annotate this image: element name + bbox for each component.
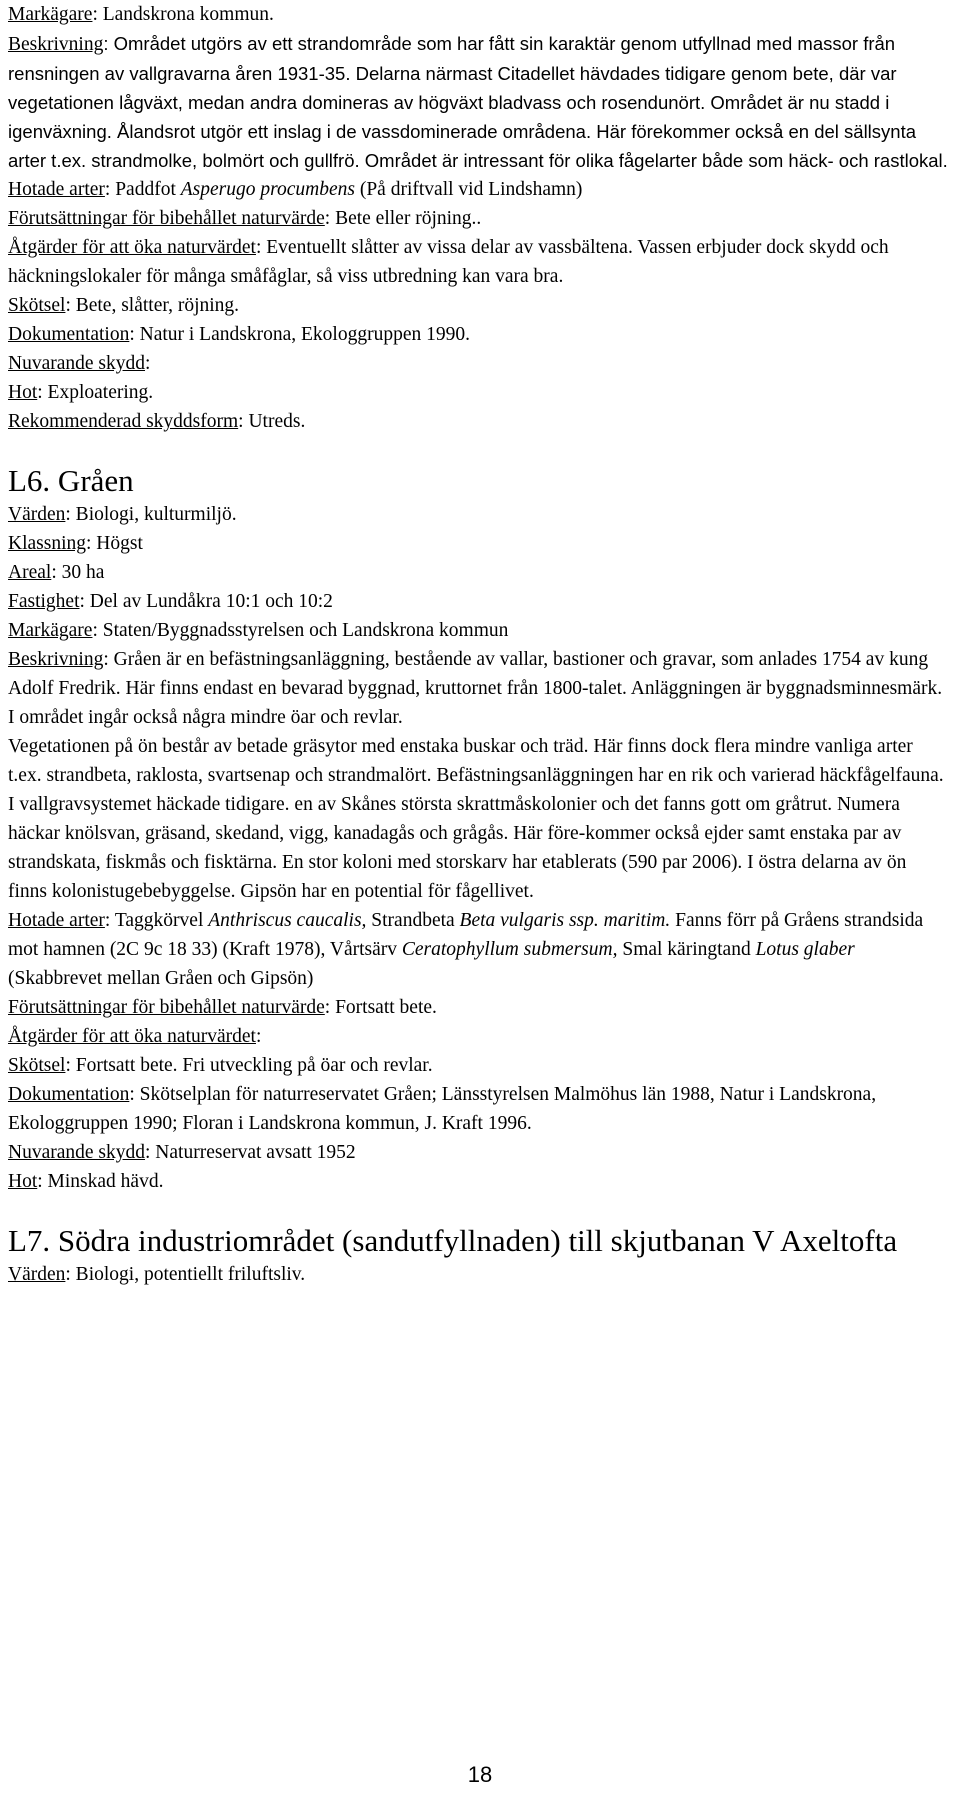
species-name: Anthriscus caucalis, [208, 910, 367, 931]
field-label: Rekommenderad skyddsform [8, 411, 239, 432]
field-label: Hotade arter [8, 179, 105, 200]
field-label: Värden [8, 1264, 66, 1285]
l5-markagare: Markägare: Landskrona kommun. [8, 4, 274, 25]
l6-klassning: Klassning: Högst [8, 533, 143, 554]
l5-skyddsform: Rekommenderad skyddsform: Utreds. [8, 411, 306, 432]
field-label: Hot [8, 382, 38, 403]
field-label: Skötsel [8, 295, 66, 316]
field-label: Dokumentation [8, 324, 130, 345]
l6-fastighet: Fastighet: Del av Lundåkra 10:1 och 10:2 [8, 591, 333, 612]
field-label: Areal [8, 562, 52, 583]
l6-areal: Areal: 30 ha [8, 562, 105, 583]
section-heading-l7: L7. Södra industriområdet (sandutfyllnaden) till skjutbanan V Axeltofta [8, 1223, 898, 1258]
species-name: Lotus glaber [755, 939, 855, 960]
l6-markagare: Markägare: Staten/Byggnadsstyrelsen och Landskrona kommun [8, 620, 509, 641]
field-label: Förutsättningar för bibehållet naturvärde [8, 997, 325, 1018]
field-label: Markägare [8, 620, 93, 641]
field-label: Skötsel [8, 1055, 66, 1076]
l6-atgarder: Åtgärder för att öka naturvärdet: [8, 1026, 262, 1047]
l6-beskrivning: Beskrivning: Gråen är en befästningsanläggning, bestående av vallar, bastioner och gravar, som anlades 1754 av kung Adolf Fredrik. Här finns endast en bevarad byggnad, kruttornet från 1800-talet. Anläggningen är byggnadsminnesmärk. I området ingår också några mindre öar och revlar. [8, 649, 943, 728]
l5-atgarder: Åtgärder för att öka naturvärdet: Eventuellt slåtter av vissa delar av vassbältena. Vassen erbjuder dock skydd och häckningslokaler för många småfåglar, så viss utbredning kan vara bra. [8, 237, 889, 287]
l5-hot: Hot: Exploatering. [8, 382, 154, 403]
field-label: Beskrivning [8, 649, 104, 670]
l6-dokumentation: Dokumentation: Skötselplan för naturreservatet Gråen; Länsstyrelsen Malmöhus län 1988, Natur i Landskrona, Ekologgruppen 1990; Floran i Landskrona kommun, J. Kraft 1996. [8, 1084, 877, 1134]
field-label: Nuvarande skydd [8, 1142, 146, 1163]
l6-skotsel: Skötsel: Fortsatt bete. Fri utveckling på öar och revlar. [8, 1055, 433, 1076]
l6-hot: Hot: Minskad hävd. [8, 1171, 164, 1192]
field-label: Värden [8, 504, 66, 525]
field-label: Dokumentation [8, 1084, 130, 1105]
l5-skotsel: Skötsel: Bete, slåtter, röjning. [8, 295, 240, 316]
field-label: Åtgärder för att öka naturvärdet [8, 1026, 256, 1047]
field-label: Klassning [8, 533, 86, 554]
l7-varden: Värden: Biologi, potentiellt friluftsliv. [8, 1264, 306, 1285]
field-label: Hot [8, 1171, 38, 1192]
l6-vegetation: Vegetationen på ön består av betade gräsytor med enstaka buskar och träd. Här finns dock flera mindre vanliga arter t.ex. strandbeta, raklosta, svartsenap och strandmalört. Befästningsanläggningen har en rik och varierad häckfågelfauna. I vallgravsystemet häckade tidigare. en av Skånes största skrattmåskolonier och det fanns gott om gråtrut. Numera häckar knölsvan, gräsand, skedand, vigg, kanadagås och grågås. Här före-kommer också ejder samt enstaka par av strandskata, fiskmås och fisktärna. En stor koloni med storskarv har etablerats (590 par 2006). I östra delarna av ön finns kolonistugebebyggelse. Gipsön har en potential för fågellivet. [8, 736, 944, 902]
l6-forutsattningar: Förutsättningar för bibehållet naturvärde: Fortsatt bete. [8, 997, 437, 1018]
field-label: Åtgärder för att öka naturvärdet [8, 237, 256, 258]
l5-forutsattningar: Förutsättningar för bibehållet naturvärde: Bete eller röjning.. [8, 208, 482, 229]
l5-nuvarande-skydd: Nuvarande skydd: [8, 353, 151, 374]
species-name: Ceratophyllum submersum, [401, 939, 618, 960]
document-page [8, 0, 948, 1289]
l5-beskrivning: Beskrivning: Området utgörs av ett strandområde som har fått sin karaktär genom utfyllnad med massor från rensningen av vallgravarna åren 1931-35. Delarna närmast Citadellet hävdades tidigare genom bete, där var vegetationen lågväxt, medan andra domineras av högväxt bladvass och rosendunört. Området är nu stadd i igenväxning. Ålandsrot utgör ett inslag i de vassdominerade områdena. Här förekommer också en del sällsynta arter t.ex. strandmolke, bolmört och gullfrö. Området är intressant för olika fågelarter både som häck- och rastlokal. [8, 33, 948, 171]
field-label: Beskrivning [8, 34, 104, 55]
l5-dokumentation: Dokumentation: Natur i Landskrona, Ekologgruppen 1990. [8, 324, 470, 345]
l5-hotade-arter: Hotade arter: Paddfot Asperugo procumbens (På driftvall vid Lindshamn) [8, 179, 583, 200]
l6-nuvarande-skydd: Nuvarande skydd: Naturreservat avsatt 1952 [8, 1142, 356, 1163]
field-label: Hotade arter [8, 910, 105, 931]
l6-hotade-arter: Hotade arter: Taggkörvel Anthriscus caucalis, Strandbeta Beta vulgaris ssp. maritim. Fanns förr på Gråens strandsida mot hamnen (2C 9c 18 33) (Kraft 1978), Vårtsärv Ceratophyllum submersum, Smal käringtand Lotus glaber (Skabbrevet mellan Gråen och Gipsön) [8, 910, 924, 989]
l6-varden: Värden: Biologi, kulturmiljö. [8, 504, 237, 525]
page-number: 18 [467, 1762, 493, 1787]
field-label: Markägare [8, 4, 93, 25]
species-name: Beta vulgaris ssp. maritim. [459, 910, 671, 931]
field-label: Förutsättningar för bibehållet naturvärde [8, 208, 325, 229]
field-label: Nuvarande skydd [8, 353, 146, 374]
field-label: Fastighet [8, 591, 80, 612]
species-name: Asperugo procumbens [180, 179, 355, 200]
section-heading-l6: L6. Gråen [8, 463, 134, 498]
